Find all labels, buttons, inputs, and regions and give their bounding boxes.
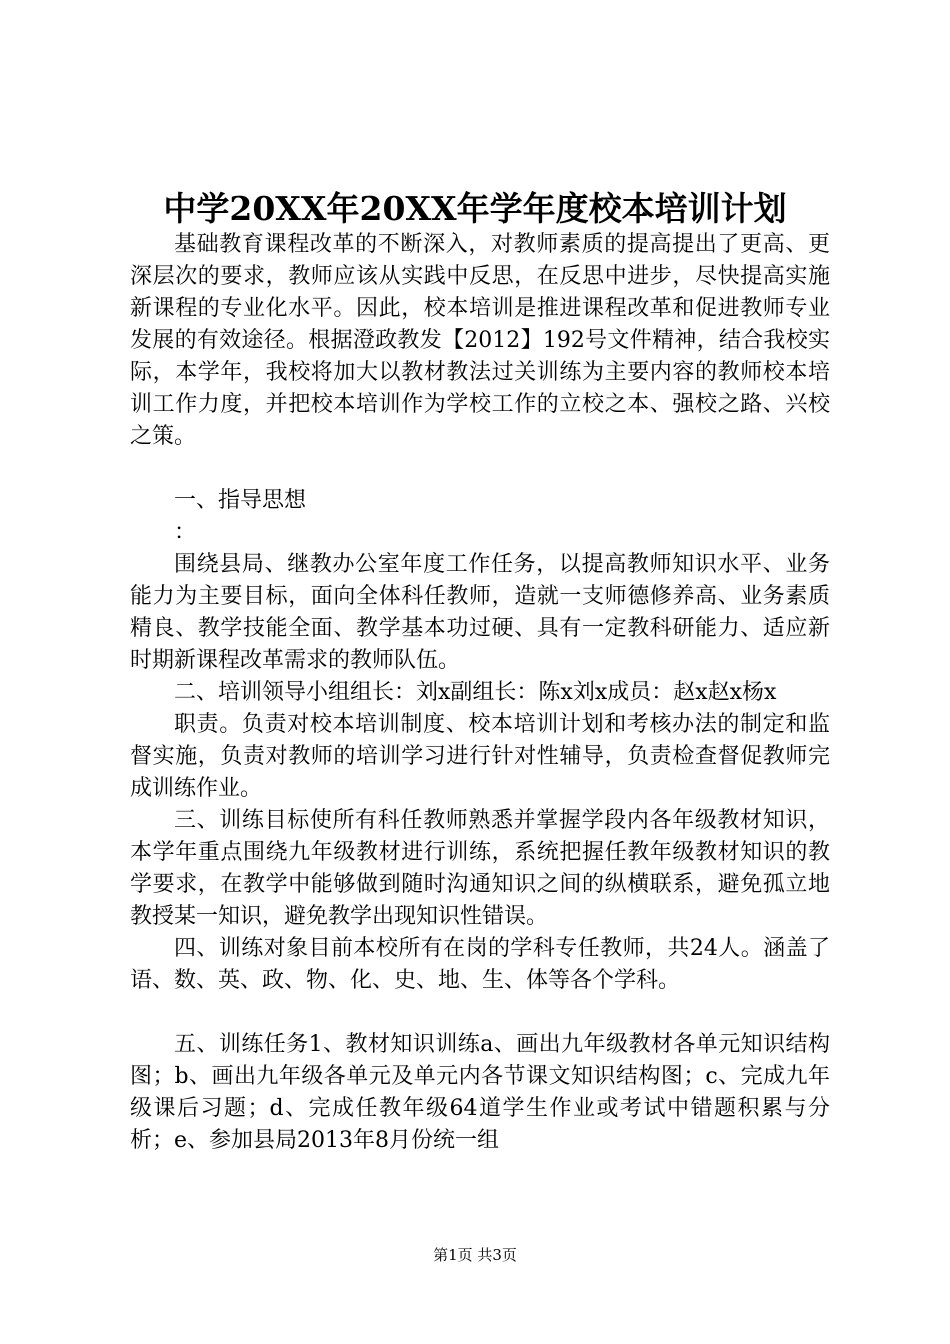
section1-heading: 一、指导思想 (174, 488, 307, 513)
section5-paragraph: 五、训练任务1、教材知识训练a、画出九年级教材各单元知识结构图；b、画出九年级各单元及单元内各节课文知识结构图；c、完成九年级课后习题；d、完成任教年级64道学生作业或考试中错题积累与分析；e、参加县局2013年8月份统一组 (130, 1032, 830, 1153)
section2-paragraph: 二、培训领导小组组长：刘x副组长：陈x刘x成员：赵x赵x杨x (174, 680, 777, 705)
intro-paragraph: 基础教育课程改革的不断深入，对教师素质的提高提出了更高、更深层次的要求，教师应该从实践中反思，在反思中进步，尽快提高实施新课程的专业化水平。因此，校本培训是推进课程改革和促进教师专业发展的有效途径。根据澄政教发【2012】192号文件精神，结合我校实际，本学年，我校将加大以教材教法过关训练为主要内容的教师校本培训工作力度，并把校本培训作为学校工作的立校之本、强校之路、兴校之策。 (130, 232, 830, 449)
paragraph-spacer (130, 997, 830, 1029)
duties-paragraph: 职责。负责对校本培训制度、校本培训计划和考核办法的制定和监督实施，负责对教师的培训学习进行针对性辅导，负责检查督促教师完成训练作业。 (130, 712, 830, 801)
paragraph-spacer (130, 453, 830, 485)
section1-colon: ： (174, 520, 197, 545)
document-title: 中学20XX年20XX年学年度校本培训计划 (163, 189, 787, 228)
section1-body: 围绕县局、继教办公室年度工作任务，以提高教师知识水平、业务能力为主要目标，面向全体科任教师，造就一支师德修养高、业务素质精良、教学技能全面、教学基本功过硬、具有一定教科研能力、适应新时期新课程改革需求的教师队伍。 (130, 552, 830, 673)
page-footer: 第1页 共3页 (433, 1246, 517, 1264)
document-body (130, 229, 830, 1157)
section3-paragraph: 三、训练目标使所有科任教师熟悉并掌握学段内各年级教材知识，本学年重点围绕九年级教材进行训练，系统把握任教年级教材知识的教学要求，在教学中能够做到随时沟通知识之间的纵横联系，避免孤立地教授某一知识，避免教学出现知识性错误。 (130, 808, 830, 929)
section4-paragraph: 四、训练对象目前本校所有在岗的学科专任教师，共24人。涵盖了语、数、英、政、物、化、史、地、生、体等各个学科。 (130, 936, 830, 993)
